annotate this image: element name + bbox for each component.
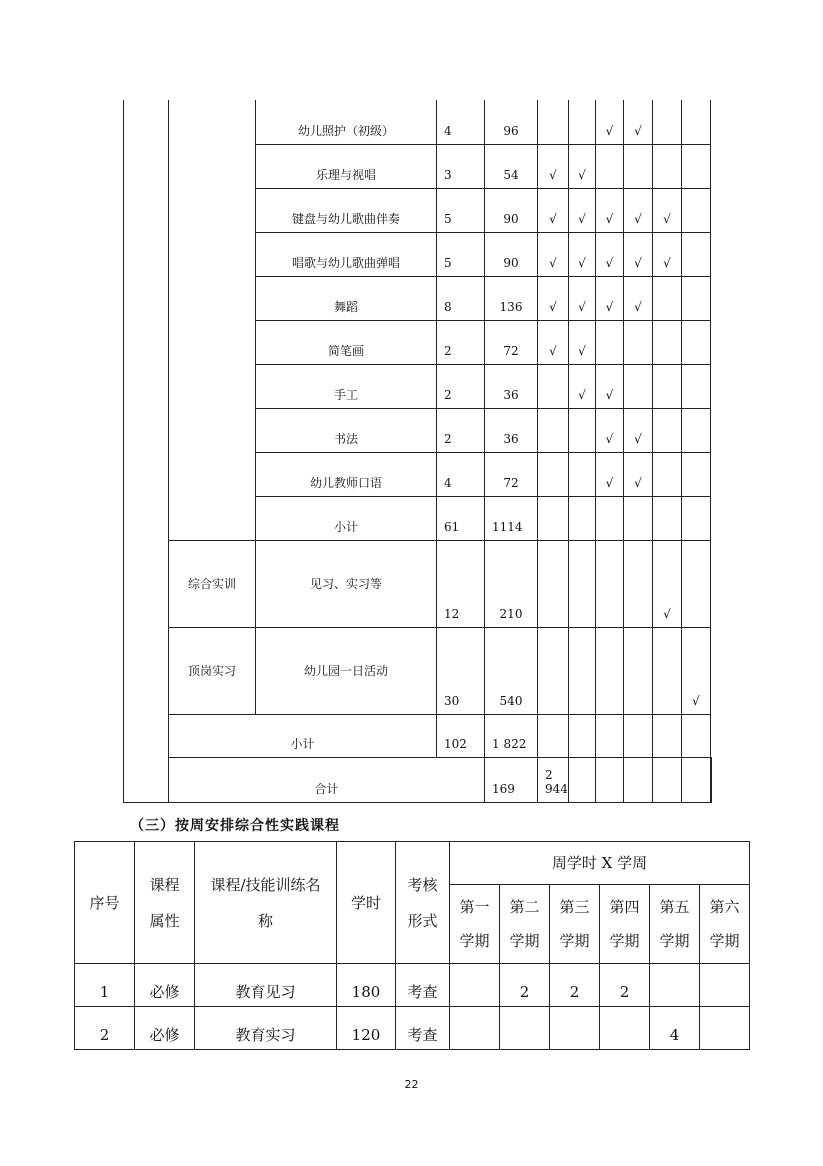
- term-mark: √: [595, 364, 623, 408]
- term-mark: √: [538, 276, 569, 320]
- term-mark: √: [538, 188, 569, 232]
- table-row: [124, 100, 712, 144]
- table-row: [75, 1007, 750, 1050]
- credits: 4: [437, 100, 485, 144]
- col-header-attr: 课程 属性: [135, 842, 195, 964]
- subtotal-label: 小计: [169, 714, 437, 757]
- course-hours-table: [123, 100, 712, 803]
- attr-cell: 必修: [135, 964, 195, 1007]
- term-mark: [652, 627, 681, 714]
- term-mark: √: [623, 232, 652, 276]
- hours: 136: [485, 276, 538, 320]
- term-mark: √: [681, 627, 710, 714]
- term-mark: [538, 540, 569, 627]
- course-name: 书法: [256, 408, 437, 452]
- term-mark: √: [623, 276, 652, 320]
- term-mark: [681, 364, 710, 408]
- credits: 2: [437, 320, 485, 364]
- credits: 30: [437, 627, 485, 714]
- term-mark: √: [595, 276, 623, 320]
- subtotal-row: [124, 714, 712, 757]
- term-mark: [538, 627, 569, 714]
- total-label: 合计: [169, 757, 485, 802]
- term-cell: [650, 964, 700, 1007]
- practice-row: [124, 540, 712, 627]
- section-heading: （三）按周安排综合性实践课程: [130, 818, 340, 834]
- term-mark: √: [595, 232, 623, 276]
- term-mark: √: [538, 232, 569, 276]
- subtotal-label: 小计: [256, 496, 437, 540]
- hours: 72: [485, 320, 538, 364]
- term-cell: [550, 1007, 600, 1050]
- term-mark: [681, 100, 710, 144]
- term-mark: [623, 364, 652, 408]
- col-header-name: 课程/技能训练名 称: [195, 842, 337, 964]
- term-mark: [595, 144, 623, 188]
- term-mark: [681, 232, 710, 276]
- col-header-exam: 考核 形式: [396, 842, 450, 964]
- header-row: [75, 842, 750, 885]
- col-header-term: 第三 学期: [550, 885, 600, 964]
- term-cell: [500, 1007, 550, 1050]
- term-mark: [681, 276, 710, 320]
- term-mark: √: [568, 276, 595, 320]
- col-header-weekly: 周学时 X 学周: [450, 842, 750, 885]
- course-name: 乐理与视唱: [256, 144, 437, 188]
- term-mark: √: [568, 364, 595, 408]
- term-mark: [568, 627, 595, 714]
- hours: 36: [485, 364, 538, 408]
- term-mark: √: [652, 540, 681, 627]
- term-cell: [600, 1007, 650, 1050]
- term-mark: [652, 100, 681, 144]
- practice-category: 综合实训: [169, 540, 256, 627]
- hours: 2 944: [538, 757, 569, 802]
- course-name: 见习、实习等: [256, 540, 437, 627]
- credits: 2: [437, 408, 485, 452]
- col-header-term: 第四 学期: [600, 885, 650, 964]
- term-mark: [568, 408, 595, 452]
- term-cell: 2: [550, 964, 600, 1007]
- term-mark: √: [568, 232, 595, 276]
- term-mark: √: [538, 144, 569, 188]
- hours: 1114: [485, 496, 538, 540]
- hours: 1 822: [485, 714, 538, 757]
- term-mark: [623, 320, 652, 364]
- seq-cell: 2: [75, 1007, 135, 1050]
- term-mark: [623, 144, 652, 188]
- credits: 169: [485, 757, 538, 802]
- subcategory-cell: [169, 100, 256, 540]
- credits: 8: [437, 276, 485, 320]
- name-cell: 教育实习: [195, 1007, 337, 1050]
- practice-row: [124, 627, 712, 714]
- term-mark: √: [623, 100, 652, 144]
- term-cell: [700, 964, 750, 1007]
- term-mark: √: [595, 188, 623, 232]
- term-mark: [652, 364, 681, 408]
- hours: 540: [485, 627, 538, 714]
- term-cell: [450, 964, 500, 1007]
- term-mark: [595, 627, 623, 714]
- course-name: 键盘与幼儿歌曲伴奏: [256, 188, 437, 232]
- term-mark: √: [652, 232, 681, 276]
- term-cell: 4: [650, 1007, 700, 1050]
- term-mark: √: [568, 188, 595, 232]
- term-mark: √: [568, 144, 595, 188]
- term-mark: [681, 540, 710, 627]
- course-name: 幼儿园一日活动: [256, 627, 437, 714]
- course-name: 舞蹈: [256, 276, 437, 320]
- term-mark: [538, 100, 569, 144]
- col-header-term: 第六 学期: [700, 885, 750, 964]
- term-cell: [450, 1007, 500, 1050]
- term-mark: [652, 320, 681, 364]
- term-mark: [538, 408, 569, 452]
- credits: 5: [437, 188, 485, 232]
- term-mark: [652, 144, 681, 188]
- total-row: [124, 757, 712, 802]
- name-cell: 教育见习: [195, 964, 337, 1007]
- term-mark: [568, 452, 595, 496]
- page-number: 22: [404, 1078, 419, 1091]
- hours-cell: 120: [337, 1007, 396, 1050]
- hours-cell: 180: [337, 964, 396, 1007]
- hours: 90: [485, 188, 538, 232]
- attr-cell: 必修: [135, 1007, 195, 1050]
- term-cell: 2: [500, 964, 550, 1007]
- hours: 72: [485, 452, 538, 496]
- term-mark: [623, 627, 652, 714]
- col-header-hours: 学时: [337, 842, 396, 964]
- course-name: 手工: [256, 364, 437, 408]
- hours: 90: [485, 232, 538, 276]
- exam-cell: 考查: [396, 964, 450, 1007]
- course-name: 唱歌与幼儿歌曲弹唱: [256, 232, 437, 276]
- term-cell: [700, 1007, 750, 1050]
- credits: 2: [437, 364, 485, 408]
- term-mark: [652, 408, 681, 452]
- weekly-practice-table: [74, 841, 750, 1050]
- term-mark: √: [595, 452, 623, 496]
- hours: 36: [485, 408, 538, 452]
- term-mark: [595, 320, 623, 364]
- term-mark: √: [595, 408, 623, 452]
- col-header-term: 第五 学期: [650, 885, 700, 964]
- seq-cell: 1: [75, 964, 135, 1007]
- term-mark: [681, 188, 710, 232]
- credits: 12: [437, 540, 485, 627]
- col-header-term: 第二 学期: [500, 885, 550, 964]
- course-name: 幼儿教师口语: [256, 452, 437, 496]
- category-cell: [124, 100, 169, 802]
- term-mark: √: [538, 320, 569, 364]
- course-name: 简笔画: [256, 320, 437, 364]
- term-mark: [538, 452, 569, 496]
- hours: 96: [485, 100, 538, 144]
- term-mark: [681, 320, 710, 364]
- term-mark: √: [652, 188, 681, 232]
- term-mark: √: [568, 320, 595, 364]
- term-mark: √: [623, 452, 652, 496]
- term-mark: [681, 144, 710, 188]
- credits: 4: [437, 452, 485, 496]
- term-mark: [681, 408, 710, 452]
- exam-cell: 考查: [396, 1007, 450, 1050]
- term-mark: √: [623, 188, 652, 232]
- table-row: [75, 964, 750, 1007]
- col-header-term: 第一 学期: [450, 885, 500, 964]
- term-mark: √: [623, 408, 652, 452]
- credits: 3: [437, 144, 485, 188]
- term-mark: [538, 364, 569, 408]
- term-mark: [623, 540, 652, 627]
- term-mark: [568, 100, 595, 144]
- term-mark: √: [595, 100, 623, 144]
- term-mark: [568, 540, 595, 627]
- term-mark: [652, 276, 681, 320]
- col-header-seq: 序号: [75, 842, 135, 964]
- credits: 102: [437, 714, 485, 757]
- term-mark: [652, 452, 681, 496]
- term-cell: 2: [600, 964, 650, 1007]
- hours: 54: [485, 144, 538, 188]
- term-mark: [595, 540, 623, 627]
- hours: 210: [485, 540, 538, 627]
- credits: 5: [437, 232, 485, 276]
- course-name: 幼儿照护（初级）: [256, 100, 437, 144]
- credits: 61: [437, 496, 485, 540]
- practice-category: 顶岗实习: [169, 627, 256, 714]
- term-mark: [681, 452, 710, 496]
